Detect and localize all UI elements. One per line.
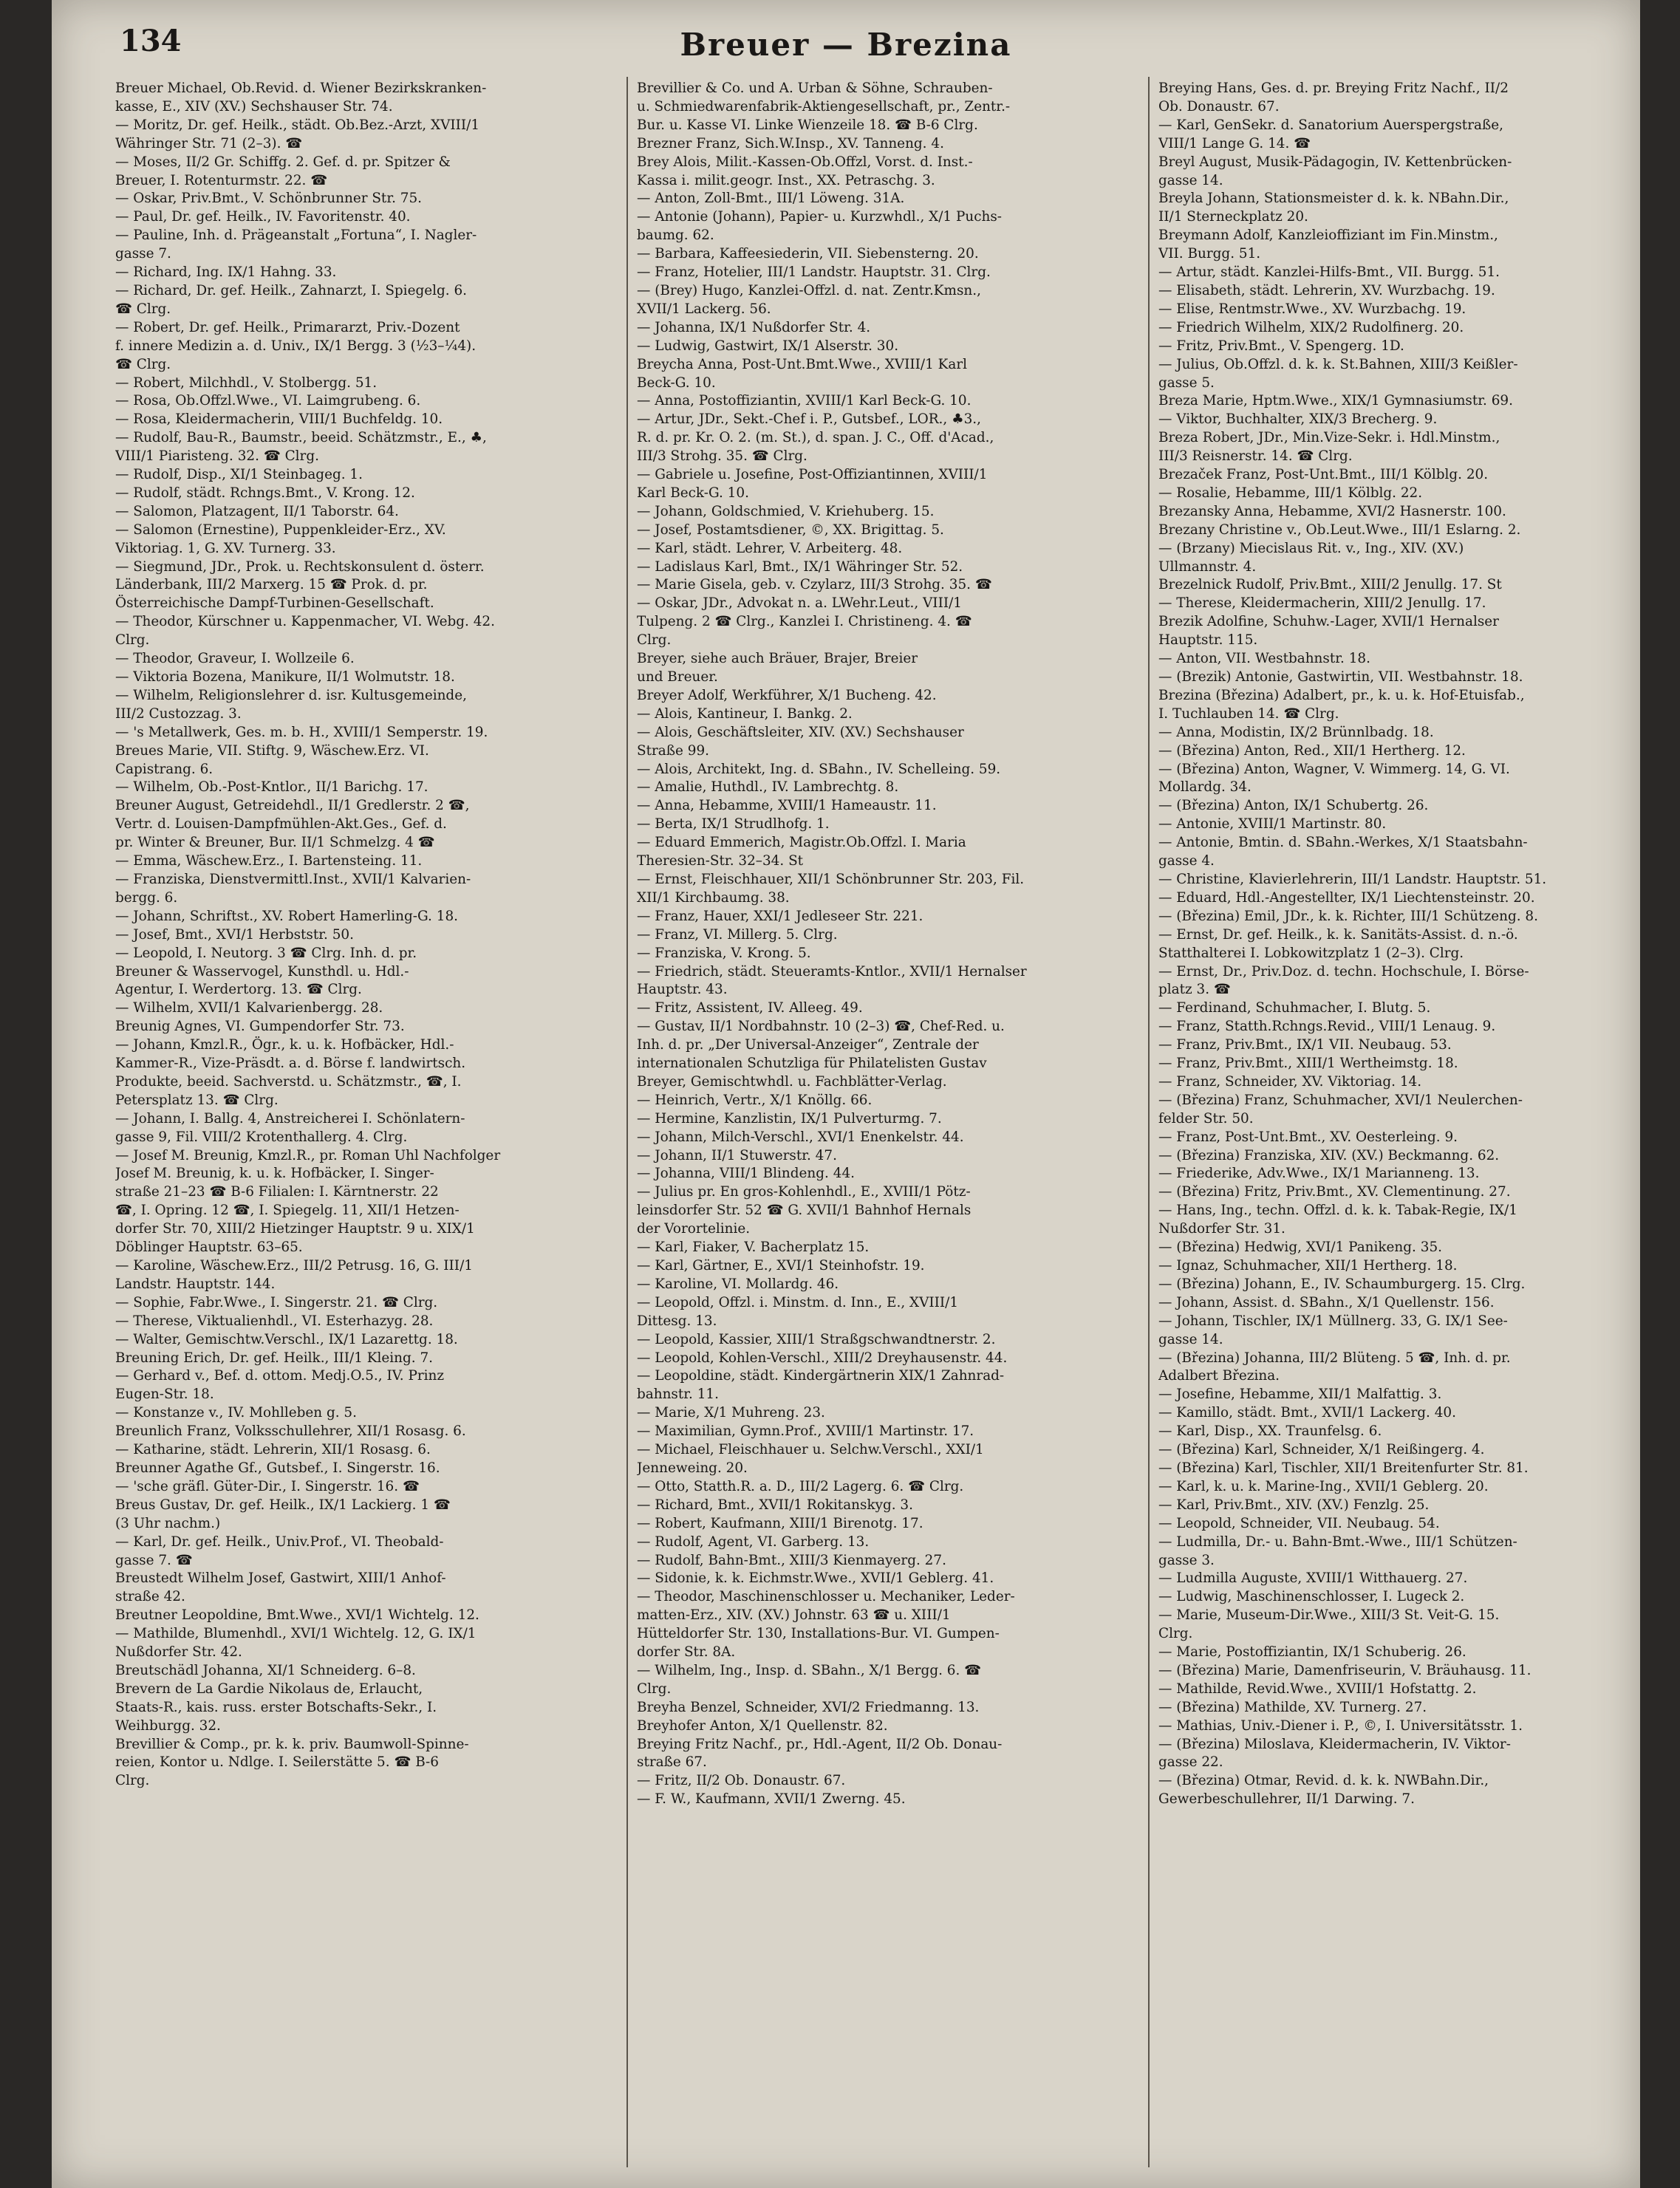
directory-entry: — F. W., Kaufmann, XVII/1 Zwerng. 45.: [637, 1791, 906, 1808]
directory-entry: Brezaček Franz, Post-Unt.Bmt., III/1 Kölblg. 20.: [1158, 467, 1489, 483]
directory-entry: Beck-G. 10.: [637, 375, 716, 391]
directory-entry: Brezina (Březina) Adalbert, pr., k. u. k. Hof-Etuisfab.,: [1158, 687, 1525, 703]
directory-entry: — Anna, Postoffiziantin, XVIII/1 Karl Beck-G. 10.: [637, 393, 972, 409]
directory-entry: — Robert, Kaufmann, XIII/1 Birenotg. 17.: [637, 1515, 923, 1531]
directory-entry: — Leopold, I. Neutorg. 3 ☎ Clrg. Inh. d. pr.: [115, 945, 417, 961]
directory-entry: leinsdorfer Str. 52 ☎ G. XVII/1 Bahnhof Hernals: [637, 1203, 972, 1219]
directory-entry: Produkte, beeid. Sachverstd. u. Schätzmstr., ☎, I.: [115, 1073, 462, 1090]
directory-entry: f. innere Medizin a. d. Univ., IX/1 Bergg. 3 (½3–¼4).: [115, 338, 477, 354]
directory-entry: — Siegmund, JDr., Prok. u. Rechtskonsulent d. österr.: [115, 558, 485, 575]
directory-entry: — Franziska, Dienstvermittl.Inst., XVII/1 Kalvarien-: [115, 871, 471, 887]
page-title: Breuer — Brezina: [680, 27, 1012, 63]
directory-entry: — Karl, Disp., XX. Traunfelsg. 6.: [1158, 1423, 1382, 1440]
directory-entry: — Josef, Postamtsdiener, ©, XX. Brigittag. 5.: [637, 522, 944, 538]
directory-entry: — (Březina) Marie, Damenfriseurin, V. Bräuhausg. 11.: [1158, 1662, 1532, 1678]
directory-entry: Brey Alois, Milit.-Kassen-Ob.Offzl, Vorst. d. Inst.-: [637, 154, 973, 170]
directory-entry: — Elise, Rentmstr.Wwe., XV. Wurzbachg. 19.: [1158, 301, 1466, 317]
directory-entry: Nußdorfer Str. 31.: [1158, 1221, 1285, 1237]
directory-entry: — Karl, GenSekr. d. Sanatorium Auerspergstraße,: [1158, 117, 1503, 133]
directory-entry: — Gustav, II/1 Nordbahnstr. 10 (2–3) ☎, Chef-Red. u.: [637, 1019, 1005, 1035]
directory-entry: Brezany Christine v., Ob.Leut.Wwe., III/1 Eslarng. 2.: [1158, 522, 1521, 538]
directory-entry: — Karl, Dr. gef. Heilk., Univ.Prof., VI. Theobald-: [115, 1534, 444, 1550]
directory-entry: Breuning Erich, Dr. gef. Heilk., III/1 Kleing. 7.: [115, 1350, 434, 1366]
directory-entry: — Johann, Kmzl.R., Ögr., k. u. k. Hofbäcker, Hdl.-: [115, 1037, 454, 1053]
directory-entry: straße 42.: [115, 1589, 185, 1605]
directory-entry: gasse 14.: [1158, 1331, 1223, 1347]
directory-entry: — Viktor, Buchhalter, XIX/3 Brecherg. 9.: [1158, 411, 1438, 428]
directory-entry: — Karl, Gärtner, E., XVI/1 Steinhofstr. 19.: [637, 1258, 925, 1274]
directory-entry: pr. Winter & Breuner, Bur. II/1 Schmelzg. 4 ☎: [115, 835, 435, 851]
directory-entry: Theresien-Str. 32–34. St: [637, 853, 804, 869]
directory-entry: — (Březina) Emil, JDr., k. k. Richter, III/1 Schützeng. 8.: [1158, 908, 1538, 924]
directory-entry: — Karl, k. u. k. Marine-Ing., XVII/1 Geblerg. 20.: [1158, 1478, 1489, 1494]
directory-entry: felder Str. 50.: [1158, 1110, 1254, 1127]
directory-entry: — (Březina) Anton, Wagner, V. Wimmerg. 14, G. VI.: [1158, 761, 1510, 777]
directory-entry: Capistrang. 6.: [115, 761, 214, 777]
directory-entry: platz 3. ☎: [1158, 982, 1231, 998]
directory-entry: — (Březina) Franziska, XIV. (XV.) Beckmanng. 62.: [1158, 1147, 1500, 1163]
directory-entry: VII. Burgg. 51.: [1158, 246, 1261, 262]
directory-entry: — Fritz, II/2 Ob. Donaustr. 67.: [637, 1773, 846, 1789]
directory-entry: Brevillier & Co. und A. Urban & Söhne, Schrauben-: [637, 81, 993, 96]
directory-entry: Breyhofer Anton, X/1 Quellenstr. 82.: [637, 1717, 888, 1734]
directory-entry: — Franz, Priv.Bmt., XIII/1 Wertheimstg. 18.: [1158, 1056, 1458, 1072]
directory-entry: — Berta, IX/1 Strudlhofg. 1.: [637, 816, 830, 833]
directory-entry: — Alois, Kantineur, I. Bankg. 2.: [637, 705, 853, 722]
directory-entry: — Oskar, Priv.Bmt., V. Schönbrunner Str. 75.: [115, 191, 423, 207]
directory-entry: — Wilhelm, Ob.-Post-Kntlor., II/1 Barichg. 17.: [115, 779, 428, 796]
directory-entry: — Leopold, Offzl. i. Minstm. d. Inn., E., XVIII/1: [637, 1294, 959, 1310]
directory-entry: — Theodor, Maschinenschlosser u. Mechaniker, Leder-: [637, 1589, 1015, 1605]
directory-entry: Viktoriag. 1, G. XV. Turnerg. 33.: [115, 540, 336, 556]
directory-entry: Breyha Benzel, Schneider, XVI/2 Friedmanng. 13.: [637, 1699, 980, 1715]
directory-entry: Breunlich Franz, Volksschullehrer, XII/1 Rosasg. 6.: [115, 1423, 466, 1440]
directory-entry: dorfer Str. 70, XIII/2 Hietzinger Hauptstr. 9 u. XIX/1: [115, 1221, 475, 1237]
directory-entry: — Leopold, Kassier, XIII/1 Straßgschwandtnerstr. 2.: [637, 1331, 996, 1347]
directory-entry: — Anton, VII. Westbahnstr. 18.: [1158, 651, 1370, 667]
directory-entry: — Johann, I. Ballg. 4, Anstreicherei I. Schönlatern-: [115, 1110, 465, 1127]
directory-entry: Staats-R., kais. russ. erster Botschafts-Sekr., I.: [115, 1699, 437, 1715]
directory-entry: und Breuer.: [637, 669, 718, 685]
directory-entry: gasse 14.: [1158, 172, 1223, 188]
directory-entry: — Antonie, Bmtin. d. SBahn.-Werkes, X/1 Staatsbahn-: [1158, 835, 1528, 851]
directory-entry: — Ignaz, Schuhmacher, XII/1 Hertherg. 18.: [1158, 1258, 1458, 1274]
directory-entry: — Ernst, Fleischhauer, XII/1 Schönbrunner Str. 203, Fil.: [637, 871, 1025, 887]
directory-entry: III/3 Reisnerstr. 14. ☎ Clrg.: [1158, 448, 1353, 465]
directory-entry: — Friederike, Adv.Wwe., IX/1 Marianneng. 13.: [1158, 1166, 1480, 1182]
directory-entry: Breuer Michael, Ob.Revid. d. Wiener Bezirkskranken-: [115, 81, 487, 96]
directory-entry: — Rosa, Ob.Offzl.Wwe., VI. Laimgrubeng. 6.: [115, 393, 421, 409]
directory-entry: — Friedrich Wilhelm, XIX/2 Rudolfinerg. 20.: [1158, 319, 1464, 335]
directory-entry: — Gerhard v., Bef. d. ottom. Medj.O.5., IV. Prinz: [115, 1368, 445, 1384]
directory-entry: — (Brey) Hugo, Kanzlei-Offzl. d. nat. Zentr.Kmsn.,: [637, 282, 981, 298]
directory-entry: — Rudolf, Bau-R., Baumstr., beeid. Schätzmstr., E., ♣,: [115, 430, 487, 446]
directory-entry: Clrg.: [1158, 1626, 1193, 1642]
directory-entry: — Antonie (Johann), Papier- u. Kurzwhdl., X/1 Puchs-: [637, 209, 1002, 225]
directory-entry: — Johanna, IX/1 Nußdorfer Str. 4.: [637, 319, 871, 335]
directory-entry: — Franz, Statth.Rchngs.Revid., VIII/1 Lenaug. 9.: [1158, 1019, 1496, 1035]
directory-page: [52, 0, 1640, 2188]
page-number: 134: [120, 24, 182, 58]
directory-entry: Ob. Donaustr. 67.: [1158, 98, 1280, 114]
directory-entry: — Wilhelm, Ing., Insp. d. SBahn., X/1 Bergg. 6. ☎: [637, 1662, 982, 1678]
directory-entry: — (Brzany) Miecislaus Rit. v., Ing., XIV. (XV.): [1158, 540, 1464, 556]
directory-entry: (3 Uhr nachm.): [115, 1515, 221, 1531]
directory-entry: Brevillier & Comp., pr. k. k. priv. Baumwoll-Spinne-: [115, 1736, 469, 1752]
directory-entry: gasse 4.: [1158, 853, 1215, 869]
directory-entry: — Leopold, Kohlen-Verschl., XIII/2 Dreyhausenstr. 44.: [637, 1350, 1008, 1366]
directory-entry: — Johann, Assist. d. SBahn., X/1 Quellenstr. 156.: [1158, 1294, 1495, 1310]
directory-entry: u. Schmiedwarenfabrik-Aktiengesellschaft, pr., Zentr.-: [637, 98, 1011, 114]
directory-entry: — Hans, Ing., techn. Offzl. d. k. k. Tabak-Regie, IX/1: [1158, 1203, 1517, 1219]
column-3: [1158, 80, 1661, 2163]
directory-entry: dorfer Str. 8A.: [637, 1644, 736, 1661]
directory-entry: — Franz, Priv.Bmt., IX/1 VII. Neubaug. 53.: [1158, 1037, 1452, 1053]
directory-entry: gasse 5.: [1158, 375, 1215, 391]
directory-entry: VIII/1 Piaristeng. 32. ☎ Clrg.: [115, 448, 319, 465]
directory-entry: Karl Beck-G. 10.: [637, 485, 749, 501]
directory-entry: — Johann, Tischler, IX/1 Müllnerg. 33, G. IX/1 See-: [1158, 1313, 1508, 1329]
directory-entry: — Konstanze v., IV. Mohlleben g. 5.: [115, 1405, 357, 1421]
directory-entry: — Artur, JDr., Sekt.-Chef i. P., Gutsbef., LOR., ♣3.,: [637, 411, 981, 428]
directory-entry: — Maximilian, Gymn.Prof., XVIII/1 Martinstr. 17.: [637, 1423, 974, 1440]
directory-entry: Agentur, I. Werdertorg. 13. ☎ Clrg.: [115, 982, 362, 998]
directory-entry: — Viktoria Bozena, Manikure, II/1 Wolmutstr. 18.: [115, 669, 455, 685]
directory-entry: — Julius, Ob.Offzl. d. k. k. St.Bahnen, XIII/3 Keißler-: [1158, 356, 1518, 372]
directory-entry: bergg. 6.: [115, 889, 178, 906]
directory-entry: — Mathilde, Blumenhdl., XVI/1 Wichtelg. 12, G. IX/1: [115, 1626, 477, 1642]
directory-entry: Vertr. d. Louisen-Dampfmühlen-Akt.Ges., Gef. d.: [115, 816, 447, 833]
directory-entry: — Paul, Dr. gef. Heilk., IV. Favoritenstr. 40.: [115, 209, 411, 225]
directory-entry: Breuer, I. Rotenturmstr. 22. ☎: [115, 172, 328, 188]
directory-entry: Adalbert Březina.: [1158, 1368, 1280, 1384]
directory-entry: — Richard, Bmt., XVII/1 Rokitanskyg. 3.: [637, 1497, 913, 1513]
directory-entry: — Marie, X/1 Muhreng. 23.: [637, 1405, 825, 1421]
directory-entry: Breyla Johann, Stationsmeister d. k. k. NBahn.Dir.,: [1158, 191, 1509, 207]
directory-entry: — Karoline, VI. Mollardg. 46.: [637, 1276, 839, 1292]
directory-entry: — Julius pr. En gros-Kohlenhdl., E., XVIII/1 Pötz-: [637, 1184, 971, 1200]
directory-entry: Eugen-Str. 18.: [115, 1387, 214, 1403]
directory-entry: — (Březina) Anton, Red., XII/1 Hertherg. 12.: [1158, 742, 1466, 759]
directory-entry: Kassa i. milit.geogr. Inst., XX. Petraschg. 3.: [637, 172, 935, 188]
directory-entry: Österreichische Dampf-Turbinen-Gesellschaft.: [115, 595, 434, 612]
directory-entry: — Wilhelm, Religionslehrer d. isr. Kultusgemeinde,: [115, 687, 467, 703]
directory-entry: Landstr. Hauptstr. 144.: [115, 1276, 276, 1292]
directory-entry: Breus Gustav, Dr. gef. Heilk., IX/1 Lackierg. 1 ☎: [115, 1497, 451, 1513]
directory-entry: — (Březina) Hedwig, XVI/1 Panikeng. 35.: [1158, 1240, 1442, 1256]
directory-entry: — Michael, Fleischhauer u. Selchw.Verschl., XXI/1: [637, 1442, 984, 1458]
directory-entry: Brezner Franz, Sich.W.Insp., XV. Tanneng. 4.: [637, 135, 944, 151]
directory-entry: — Franz, VI. Millerg. 5. Clrg.: [637, 926, 838, 943]
directory-entry: — Otto, Statth.R. a. D., III/2 Lagerg. 6. ☎ Clrg.: [637, 1478, 964, 1494]
directory-entry: — Josef M. Breunig, Kmzl.R., pr. Roman Uhl Nachfolger: [115, 1147, 501, 1163]
directory-entry: — Ludwig, Gastwirt, IX/1 Alserstr. 30.: [637, 338, 899, 354]
directory-entry: Ullmannstr. 4.: [1158, 558, 1257, 575]
directory-entry: — Sophie, Fabr.Wwe., I. Singerstr. 21. ☎ Clrg.: [115, 1294, 438, 1310]
directory-entry: — Johann, Goldschmied, V. Kriehuberg. 15.: [637, 503, 935, 519]
directory-entry: bahnstr. 11.: [637, 1387, 719, 1403]
directory-entry: — Katharine, städt. Lehrerin, XII/1 Rosasg. 6.: [115, 1442, 431, 1458]
directory-entry: — (Březina) Karl, Schneider, X/1 Reißingerg. 4.: [1158, 1442, 1485, 1458]
directory-entry: matten-Erz., XIV. (XV.) Johnstr. 63 ☎ u. XIII/1: [637, 1607, 951, 1624]
directory-entry: — Amalie, Huthdl., IV. Lambrechtg. 8.: [637, 779, 899, 796]
directory-entry: — Pauline, Inh. d. Prägeanstalt „Fortuna“, I. Nagler-: [115, 228, 477, 244]
directory-entry: — 's Metallwerk, Ges. m. b. H., XVIII/1 Semperstr. 19.: [115, 724, 488, 740]
directory-entry: Brezelnick Rudolf, Priv.Bmt., XIII/2 Jenullg. 17. St: [1158, 577, 1502, 593]
directory-entry: — (Březina) Johanna, III/2 Blüteng. 5 ☎, Inh. d. pr.: [1158, 1350, 1511, 1366]
directory-entry: — Franziska, V. Krong. 5.: [637, 945, 811, 961]
directory-entry: — Richard, Ing. IX/1 Hahng. 33.: [115, 264, 337, 281]
directory-entry: — Johanna, VIII/1 Blindeng. 44.: [637, 1166, 855, 1182]
directory-entry: I. Tuchlauben 14. ☎ Clrg.: [1158, 705, 1339, 722]
directory-entry: — Ludwig, Maschinenschlosser, I. Lugeck 2.: [1158, 1589, 1465, 1605]
directory-entry: straße 21–23 ☎ B-6 Filialen: I. Kärntnerstr. 22: [115, 1184, 439, 1200]
directory-entry: Brezansky Anna, Hebamme, XVI/2 Hasnerstr. 100.: [1158, 503, 1506, 519]
directory-entry: Statthalterei I. Lobkowitzplatz 1 (2–3). Clrg.: [1158, 945, 1464, 961]
directory-entry: Clrg.: [115, 1773, 150, 1789]
directory-entry: Brezik Adolfine, Schuhw.-Lager, XVII/1 Hernalser: [1158, 614, 1499, 630]
directory-entry: — Salomon (Ernestine), Puppenkleider-Erz., XV.: [115, 522, 446, 538]
directory-entry: — Ladislaus Karl, Bmt., IX/1 Währinger Str. 52.: [637, 558, 963, 575]
directory-entry: ☎ Clrg.: [115, 356, 171, 372]
directory-entry: — Anton, Zoll-Bmt., III/1 Löweng. 31A.: [637, 191, 905, 207]
directory-entry: — Franz, Hauer, XXI/1 Jedleseer Str. 221.: [637, 908, 923, 924]
directory-entry: — Artur, städt. Kanzlei-Hilfs-Bmt., VII. Burgg. 51.: [1158, 264, 1500, 281]
directory-entry: Bur. u. Kasse VI. Linke Wienzeile 18. ☎ B-6 Clrg.: [637, 117, 978, 133]
directory-entry: — (Březina) Johann, E., IV. Schaumburgerg. 15. Clrg.: [1158, 1276, 1526, 1292]
directory-entry: — Josef, Bmt., XVI/1 Herbststr. 50.: [115, 926, 354, 943]
directory-entry: Breymann Adolf, Kanzleioffiziant im Fin.Minstm.,: [1158, 228, 1498, 244]
directory-entry: — Ferdinand, Schuhmacher, I. Blutg. 5.: [1158, 1000, 1431, 1016]
directory-entry: — Eduard, Hdl.-Angestellter, IX/1 Liechtensteinstr. 20.: [1158, 889, 1535, 906]
directory-entry: R. d. pr. Kr. O. 2. (m. St.), d. span. J. C., Off. d'Acad.,: [637, 430, 994, 446]
directory-entry: — Leopoldine, städt. Kindergärtnerin XIX/1 Zahnrad-: [637, 1368, 1005, 1384]
directory-entry: — Richard, Dr. gef. Heilk., Zahnarzt, I. Spiegelg. 6.: [115, 282, 468, 298]
directory-entry: — (Březina) Mathilde, XV. Turnerg. 27.: [1158, 1699, 1427, 1715]
directory-entry: — Moritz, Dr. gef. Heilk., städt. Ob.Bez.-Arzt, XVIII/1: [115, 117, 480, 133]
directory-entry: — (Březina) Karl, Tischler, XII/1 Breitenfurter Str. 81.: [1158, 1460, 1529, 1476]
directory-entry: — Rudolf, Disp., XI/1 Steinbageg. 1.: [115, 467, 363, 483]
directory-entry: Josef M. Breunig, k. u. k. Hofbäcker, I. Singer-: [115, 1166, 434, 1182]
directory-entry: — Rudolf, städt. Rchngs.Bmt., V. Krong. 12.: [115, 485, 415, 501]
directory-entry: — (Březina) Miloslava, Kleidermacherin, IV. Viktor-: [1158, 1736, 1511, 1752]
directory-entry: Breyl August, Musik-Pädagogin, IV. Kettenbrücken-: [1158, 154, 1512, 170]
directory-entry: Jenneweing. 20.: [637, 1460, 748, 1476]
directory-entry: — Ludmilla Auguste, XVIII/1 Witthauerg. 27.: [1158, 1570, 1468, 1587]
directory-entry: Breycha Anna, Post-Unt.Bmt.Wwe., XVIII/1 Karl: [637, 356, 968, 372]
directory-entry: Breues Marie, VII. Stiftg. 9, Wäschew.Erz. VI.: [115, 742, 429, 759]
directory-entry: — Johann, II/1 Stuwerstr. 47.: [637, 1147, 837, 1163]
directory-entry: XVII/1 Lackerg. 56.: [637, 301, 771, 317]
directory-entry: — Karoline, Wäschew.Erz., III/2 Petrusg. 16, G. III/1: [115, 1258, 473, 1274]
directory-entry: Dittesg. 13.: [637, 1313, 717, 1329]
directory-entry: — Rosalie, Hebamme, III/1 Kölblg. 22.: [1158, 485, 1423, 501]
directory-entry: — Ernst, Dr., Priv.Doz. d. techn. Hochschule, I. Börse-: [1158, 963, 1529, 980]
directory-entry: Breuner August, Getreidehdl., II/1 Gredlerstr. 2 ☎,: [115, 798, 470, 814]
directory-entry: — Therese, Kleidermacherin, XIII/2 Jenullg. 17.: [1158, 595, 1486, 612]
directory-entry: — Franz, Hotelier, III/1 Landstr. Hauptstr. 31. Clrg.: [637, 264, 991, 281]
directory-entry: Breuner & Wasservogel, Kunsthdl. u. Hdl.-: [115, 963, 409, 980]
directory-entry: Clrg.: [115, 632, 150, 649]
directory-entry: — Moses, II/2 Gr. Schiffg. 2. Gef. d. pr. Spitzer &: [115, 154, 451, 170]
directory-entry: — Hermine, Kanzlistin, IX/1 Pulverturmg. 7.: [637, 1110, 942, 1127]
directory-entry: — (Brezik) Antonie, Gastwirtin, VII. Westbahnstr. 18.: [1158, 669, 1523, 685]
directory-entry: Hauptstr. 43.: [637, 982, 728, 998]
directory-entry: — Rudolf, Bahn-Bmt., XIII/3 Kienmayerg. 27.: [637, 1552, 946, 1568]
column-divider: [1148, 77, 1150, 2167]
directory-entry: — Alois, Geschäftsleiter, XIV. (XV.) Sechshauser: [637, 724, 964, 740]
directory-entry: Währinger Str. 71 (2–3). ☎: [115, 135, 303, 151]
directory-entry: — Rudolf, Agent, VI. Garberg. 13.: [637, 1534, 870, 1550]
directory-entry: — Wilhelm, XVII/1 Kalvarienbergg. 28.: [115, 1000, 383, 1016]
directory-entry: — Therese, Viktualienhdl., VI. Esterhazyg. 28.: [115, 1313, 434, 1329]
directory-entry: Brevern de La Gardie Nikolaus de, Erlaucht,: [115, 1681, 423, 1697]
directory-entry: — Christine, Klavierlehrerin, III/1 Landstr. Hauptstr. 51.: [1158, 871, 1547, 887]
directory-entry: ☎, I. Opring. 12 ☎, I. Spiegelg. 11, XII/1 Hetzen-: [115, 1203, 460, 1219]
directory-entry: — Johann, Milch-Verschl., XVI/1 Enenkelstr. 44.: [637, 1129, 964, 1145]
directory-entry: baumg. 62.: [637, 228, 714, 244]
directory-entry: III/3 Strohg. 35. ☎ Clrg.: [637, 448, 807, 465]
directory-entry: Länderbank, III/2 Marxerg. 15 ☎ Prok. d. pr.: [115, 577, 428, 593]
directory-entry: — 'sche gräfl. Güter-Dir., I. Singerstr. 16. ☎: [115, 1478, 420, 1494]
column-2: [637, 80, 1139, 2163]
directory-entry: — Barbara, Kaffeesiederin, VII. Siebensterng. 20.: [637, 246, 979, 262]
directory-entry: — Karl, Priv.Bmt., XIV. (XV.) Fenzlg. 25.: [1158, 1497, 1430, 1513]
directory-entry: — Antonie, XVIII/1 Martinstr. 80.: [1158, 816, 1387, 833]
directory-entry: — Walter, Gemischtw.Verschl., IX/1 Lazarettg. 18.: [115, 1331, 458, 1347]
directory-entry: Gewerbeschullehrer, II/1 Darwing. 7.: [1158, 1791, 1415, 1808]
directory-entry: straße 67.: [637, 1754, 707, 1771]
directory-entry: gasse 3.: [1158, 1552, 1215, 1568]
directory-entry: Breyer Adolf, Werkführer, X/1 Bucheng. 42.: [637, 687, 937, 703]
directory-entry: Breying Hans, Ges. d. pr. Breying Fritz Nachf., II/2: [1158, 81, 1509, 96]
directory-entry: — Marie Gisela, geb. v. Czylarz, III/3 Strohg. 35. ☎: [637, 577, 992, 593]
directory-entry: — (Březina) Otmar, Revid. d. k. k. NWBahn.Dir.,: [1158, 1773, 1489, 1789]
directory-entry: Döblinger Hauptstr. 63–65.: [115, 1240, 303, 1256]
directory-entry: Tulpeng. 2 ☎ Clrg., Kanzlei I. Christineng. 4. ☎: [637, 614, 972, 630]
directory-entry: gasse 22.: [1158, 1754, 1223, 1771]
directory-entry: Breyer, Gemischtwhdl. u. Fachblätter-Verlag.: [637, 1073, 947, 1090]
column-1: [115, 80, 618, 2163]
directory-entry: XII/1 Kirchbaumg. 38.: [637, 889, 790, 906]
directory-entry: Straße 99.: [637, 742, 710, 759]
directory-entry: der Vorortelinie.: [637, 1221, 751, 1237]
directory-entry: internationalen Schutzliga für Philatelisten Gustav: [637, 1056, 987, 1072]
directory-entry: gasse 7.: [115, 246, 171, 262]
directory-entry: — Anna, Hebamme, XVIII/1 Hameaustr. 11.: [637, 798, 937, 814]
directory-entry: — Franz, Post-Unt.Bmt., XV. Oesterleing. 9.: [1158, 1129, 1458, 1145]
directory-entry: ☎ Clrg.: [115, 301, 171, 317]
directory-entry: — (Březina) Franz, Schuhmacher, XVI/1 Neulerchen-: [1158, 1092, 1523, 1108]
directory-entry: Breunig Agnes, VI. Gumpendorfer Str. 73.: [115, 1019, 405, 1035]
directory-entry: Hauptstr. 115.: [1158, 632, 1258, 649]
directory-entry: Clrg.: [637, 1681, 672, 1697]
directory-entry: — Kamillo, städt. Bmt., XVII/1 Lackerg. 40.: [1158, 1405, 1456, 1421]
directory-entry: III/2 Custozzag. 3.: [115, 705, 242, 722]
directory-entry: — Josefine, Hebamme, XII/1 Malfattig. 3.: [1158, 1387, 1442, 1403]
directory-entry: kasse, E., XIV (XV.) Sechshauser Str. 74.: [115, 98, 393, 114]
directory-entry: — Karl, Fiaker, V. Bacherplatz 15.: [637, 1240, 870, 1256]
directory-entry: — Theodor, Graveur, I. Wollzeile 6.: [115, 651, 355, 667]
directory-entry: — Marie, Postoffiziantin, IX/1 Schuberig. 26.: [1158, 1644, 1466, 1661]
directory-entry: — (Březina) Anton, IX/1 Schubertg. 26.: [1158, 798, 1429, 814]
directory-entry: — Friedrich, städt. Steueramts-Kntlor., XVII/1 Hernalser: [637, 963, 1027, 980]
directory-entry: — Alois, Architekt, Ing. d. SBahn., IV. Schelleing. 59.: [637, 761, 1001, 777]
directory-entry: — Eduard Emmerich, Magistr.Ob.Offzl. I. Maria: [637, 835, 966, 851]
directory-entry: reien, Kontor u. Ndlge. I. Seilerstätte 5. ☎ B-6: [115, 1754, 439, 1771]
column-divider: [626, 77, 628, 2167]
directory-entry: — Karl, städt. Lehrer, V. Arbeiterg. 48.: [637, 540, 903, 556]
directory-entry: — Leopold, Schneider, VII. Neubaug. 54.: [1158, 1515, 1440, 1531]
directory-entry: — Mathias, Univ.-Diener i. P., ©, I. Universitätsstr. 1.: [1158, 1717, 1523, 1734]
directory-entry: — Gabriele u. Josefine, Post-Offiziantinnen, XVIII/1: [637, 467, 988, 483]
directory-entry: — Franz, Schneider, XV. Viktoriag. 14.: [1158, 1073, 1422, 1090]
directory-entry: — Robert, Dr. gef. Heilk., Primararzt, Priv.-Dozent: [115, 319, 460, 335]
directory-entry: — Johann, Schriftst., XV. Robert Hamerling-G. 18.: [115, 908, 458, 924]
directory-entry: Breunner Agathe Gf., Gutsbef., I. Singerstr. 16.: [115, 1460, 440, 1476]
directory-entry: gasse 7. ☎: [115, 1552, 193, 1568]
directory-entry: — (Březina) Fritz, Priv.Bmt., XV. Clementinung. 27.: [1158, 1184, 1511, 1200]
directory-entry: Inh. d. pr. „Der Universal-Anzeiger“, Zentrale der: [637, 1037, 979, 1053]
directory-entry: — Anna, Modistin, IX/2 Brünnlbadg. 18.: [1158, 724, 1434, 740]
directory-entry: — Theodor, Kürschner u. Kappenmacher, VI. Webg. 42.: [115, 614, 495, 630]
directory-entry: — Fritz, Priv.Bmt., V. Spengerg. 1D.: [1158, 338, 1404, 354]
directory-entry: Kammer-R., Vize-Präsdt. a. d. Börse f. landwirtsch.: [115, 1056, 466, 1072]
directory-entry: — Oskar, JDr., Advokat n. a. LWehr.Leut., VIII/1: [637, 595, 962, 612]
directory-entry: — Ernst, Dr. gef. Heilk., k. k. Sanitäts-Assist. d. n.-ö.: [1158, 926, 1518, 943]
directory-entry: Breza Marie, Hptm.Wwe., XIX/1 Gymnasiumstr. 69.: [1158, 393, 1513, 409]
directory-entry: — Ludmilla, Dr.- u. Bahn-Bmt.-Wwe., III/1 Schützen-: [1158, 1534, 1517, 1550]
directory-entry: — Emma, Wäschew.Erz., I. Bartensteing. 11.: [115, 853, 423, 869]
directory-entry: Clrg.: [637, 632, 672, 649]
directory-entry: — Heinrich, Vertr., X/1 Knöllg. 66.: [637, 1092, 873, 1108]
directory-entry: Breutschädl Johanna, XI/1 Schneiderg. 6–8.: [115, 1662, 416, 1678]
directory-entry: — Elisabeth, städt. Lehrerin, XV. Wurzbachg. 19.: [1158, 282, 1495, 298]
directory-entry: VIII/1 Lange G. 14. ☎: [1158, 135, 1311, 151]
directory-entry: — Mathilde, Revid.Wwe., XVIII/1 Hofstattg. 2.: [1158, 1681, 1477, 1697]
directory-entry: II/1 Sterneckplatz 20.: [1158, 209, 1308, 225]
directory-entry: — Salomon, Platzagent, II/1 Taborstr. 64.: [115, 503, 399, 519]
directory-entry: Breyer, siehe auch Bräuer, Brajer, Breier: [637, 651, 918, 667]
directory-entry: Nußdorfer Str. 42.: [115, 1644, 242, 1661]
directory-entry: Hütteldorfer Str. 130, Installations-Bur. VI. Gumpen-: [637, 1626, 1000, 1642]
directory-entry: Mollardg. 34.: [1158, 779, 1252, 796]
directory-entry: — Rosa, Kleidermacherin, VIII/1 Buchfeldg. 10.: [115, 411, 443, 428]
directory-entry: Breustedt Wilhelm Josef, Gastwirt, XIII/1 Anhof-: [115, 1570, 446, 1587]
directory-entry: Petersplatz 13. ☎ Clrg.: [115, 1092, 279, 1108]
directory-entry: — Fritz, Assistent, IV. Alleeg. 49.: [637, 1000, 863, 1016]
directory-entry: Breying Fritz Nachf., pr., Hdl.-Agent, II/2 Ob. Donau-: [637, 1736, 1003, 1752]
directory-entry: — Robert, Milchhdl., V. Stolbergg. 51.: [115, 375, 378, 391]
directory-entry: Breutner Leopoldine, Bmt.Wwe., XVI/1 Wichtelg. 12.: [115, 1607, 479, 1624]
directory-entry: — Sidonie, k. k. Eichmstr.Wwe., XVII/1 Geblerg. 41.: [637, 1570, 994, 1587]
directory-entry: Breza Robert, JDr., Min.Vize-Sekr. i. Hdl.Minstm.,: [1158, 430, 1500, 446]
directory-entry: — Marie, Museum-Dir.Wwe., XIII/3 St. Veit-G. 15.: [1158, 1607, 1500, 1624]
directory-entry: Weihburgg. 32.: [115, 1717, 221, 1734]
directory-entry: gasse 9, Fil. VIII/2 Krotenthallerg. 4. Clrg.: [115, 1129, 408, 1145]
